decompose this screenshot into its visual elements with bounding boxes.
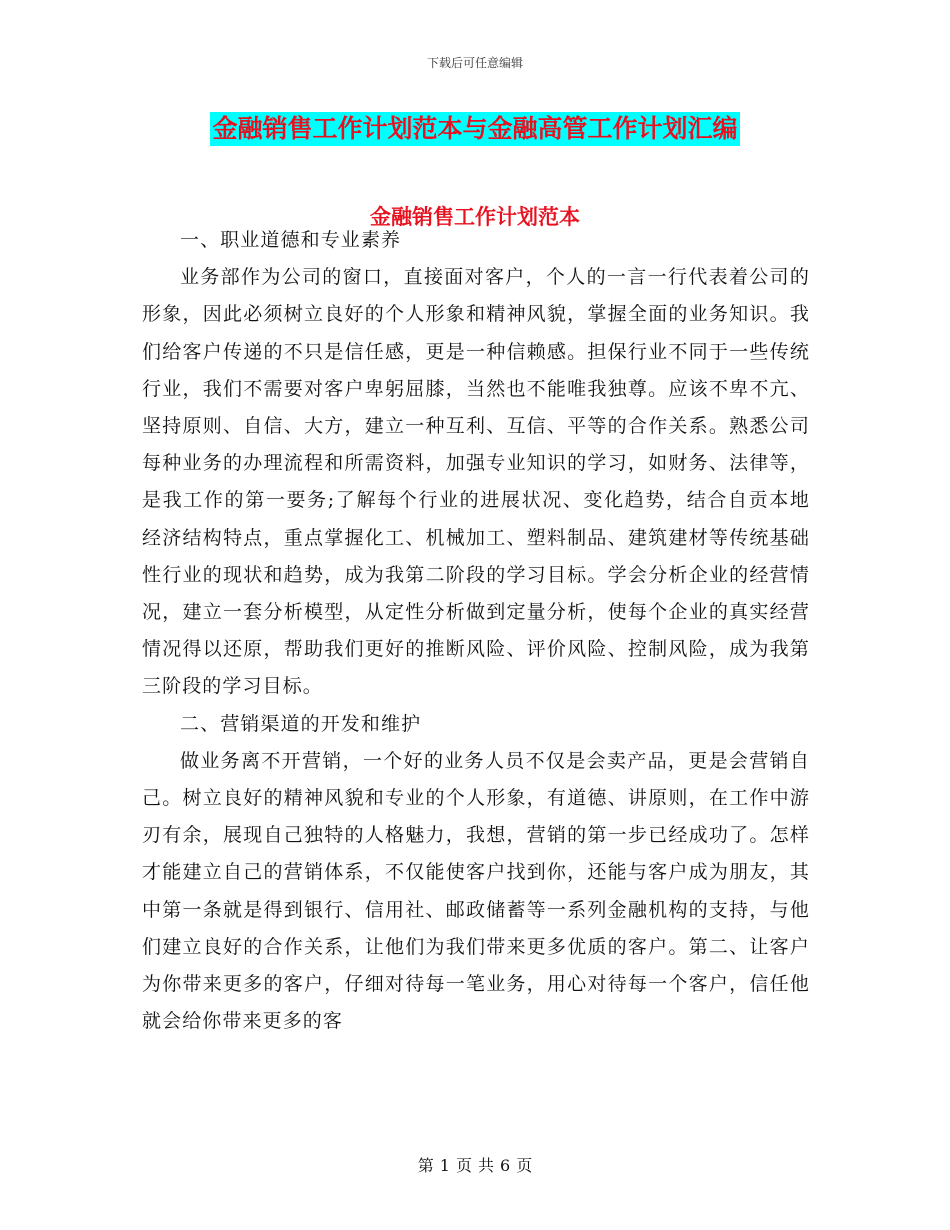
paragraph-marketing-channels: 做业务离不开营销，一个好的业务人员不仅是会卖产品，更是会营销自己。树立良好的精神风貌和专业的个人形象，有道德、讲原则，在工作中游刃有余，展现自己独特的人格魅力，我想，营销的第一步已经成功了。怎样才能建立自己的营销体系，不仅能使客户找到你，还能与客户成为朋友，其中第一条就是得到银行、信用社、邮政储蓄等一系列金融机构的支持，与他们建立良好的合作关系，让他们为我们带来更多优质的客户。第二、让客户为你带来更多的客户，仔细对待每一笔业务，用心对待每一个客户，信任他就会给你带来更多的客: [142, 749, 810, 1033]
main-title: 金融销售工作计划范本与金融高管工作计划汇编: [210, 112, 739, 146]
header-note: 下载后可任意编辑: [426, 56, 523, 70]
footer-page-word: 第: [417, 1156, 434, 1175]
section-title: 金融销售工作计划范本: [370, 205, 580, 229]
footer-page-unit: 页: [455, 1156, 472, 1175]
document-body: [142, 222, 810, 1040]
page-footer: [0, 1153, 950, 1176]
footer-page-number: 1: [439, 1156, 450, 1175]
main-title-container: [0, 112, 950, 146]
heading-marketing-channels: 二、营销渠道的开发和维护: [180, 712, 422, 735]
footer-total-word: 共: [478, 1156, 495, 1175]
footer-total-unit: 页: [516, 1156, 533, 1175]
heading-professional-ethics: 一、职业道德和专业素养: [180, 229, 402, 251]
paragraph-professional-ethics: 业务部作为公司的窗口，直接面对客户，个人的一言一行代表着公司的形象，因此必须树立良好的个人形象和精神风貌，掌握全面的业务知识。我们给客户传递的不只是信任感，更是一种信赖感。担保行业不同于一些传统行业，我们不需要对客户卑躬屈膝，当然也不能唯我独尊。应该不卑不亢、坚持原则、自信、大方，建立一种互利、互信、平等的合作关系。熟悉公司每种业务的办理流程和所需资料，加强专业知识的学习，如财务、法律等，是我工作的第一要务;了解每个行业的进展状况、变化趋势，结合自贡本地经济结构特点，重点掌握化工、机械加工、塑料制品、建筑建材等传统基础性行业的现状和趋势，成为我第二阶段的学习目标。学会分析企业的经营情况，建立一套分析模型，从定性分析做到定量分析，使每个企业的真实经营情况得以还原，帮助我们更好的推断风险、评价风险、控制风险，成为我第三阶段的学习目标。: [142, 266, 810, 698]
footer-total-number: 6: [500, 1156, 511, 1175]
